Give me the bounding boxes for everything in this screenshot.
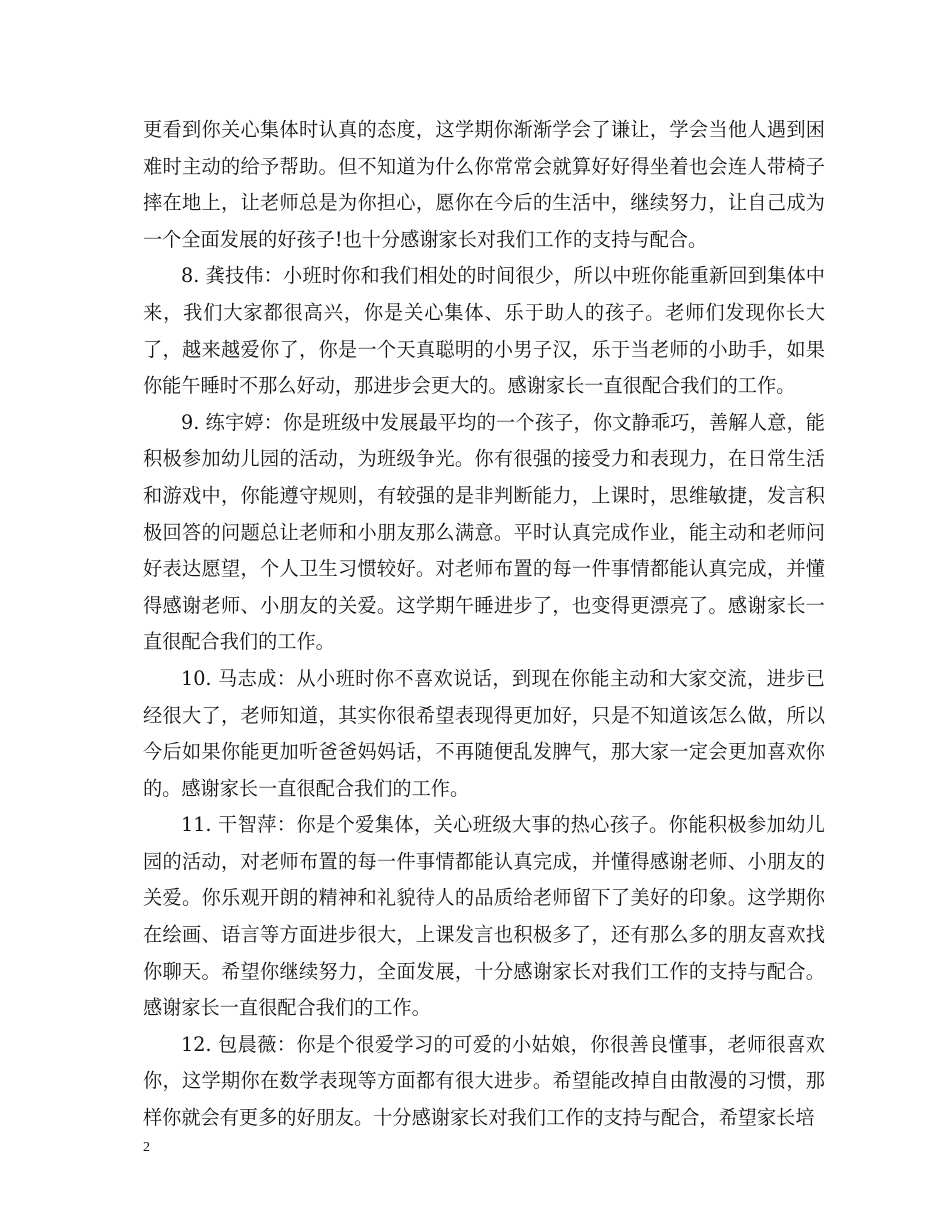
paragraph-comment-10: 10. 马志成：从小班时你不喜欢说话，到现在你能主动和大家交流，进步已经很大了，老师知道，其实你很希望表现得更加好，只是不知道该怎么做，所以今后如果你能更加听爸爸妈妈话，不再随便乱发脾气，那大家一定会更加喜欢你的。感谢家长一直很配合我们的工作。 xyxy=(143,666,825,800)
paragraph-continuation: 更看到你关心集体时认真的态度，这学期你渐渐学会了谦让，学会当他人遇到困难时主动的给予帮助。但不知道为什么你常常会就算好好得坐着也会连人带椅子摔在地上，让老师总是为你担心，愿你在今后的生活中，继续努力，让自己成为一个全面发展的好孩子!也十分感谢家长对我们工作的支持与配合。 xyxy=(143,118,825,251)
paragraph-comment-12: 12. 包晨薇：你是个很爱学习的可爱的小姑娘，你很善良懂事，老师很喜欢你，这学期你在数学表现等方面都有很大进步。希望能改掉自由散漫的习惯，那样你就会有更多的好朋友。十分感谢家长对我们工作的支持与配合，希望家长培 xyxy=(143,1032,825,1130)
body-text xyxy=(143,112,825,1137)
page-number: 2 xyxy=(143,1140,150,1155)
paragraph-comment-11: 11. 干智萍：你是个爱集体，关心班级大事的热心孩子。你能积极参加幼儿园的活动，对老师布置的每一件事情都能认真完成，并懂得感谢老师、小朋友的关爱。你乐观开朗的精神和礼貌待人的品质给老师留下了美好的印象。这学期你在绘画、语言等方面进步很大，上课发言也积极多了，还有那么多的朋友喜欢找你聊天。希望你继续努力，全面发展，十分感谢家长对我们工作的支持与配合。感谢家长一直很配合我们的工作。 xyxy=(143,813,825,1020)
paragraph-comment-8: 8. 龚技伟：小班时你和我们相处的时间很少，所以中班你能重新回到集体中来，我们大家都很高兴，你是关心集体、乐于助人的孩子。老师们发现你长大了，越来越爱你了，你是一个天真聪明的小男子汉，乐于当老师的小助手，如果你能午睡时不那么好动，那进步会更大的。感谢家长一直很配合我们的工作。 xyxy=(143,264,825,398)
paragraph-comment-9: 9. 练宇婷：你是班级中发展最平均的一个孩子，你文静乖巧，善解人意，能积极参加幼儿园的活动，为班级争光。你有很强的接受力和表现力，在日常生活和游戏中，你能遵守规则，有较强的是非判断能力，上课时，思维敏捷，发言积极回答的问题总让老师和小朋友那么满意。平时认真完成作业，能主动和老师问好表达愿望，个人卫生习惯较好。对老师布置的每一件事情都能认真完成，并懂得感谢老师、小朋友的关爱。这学期午睡进步了，也变得更漂亮了。感谢家长一直很配合我们的工作。 xyxy=(143,410,825,654)
